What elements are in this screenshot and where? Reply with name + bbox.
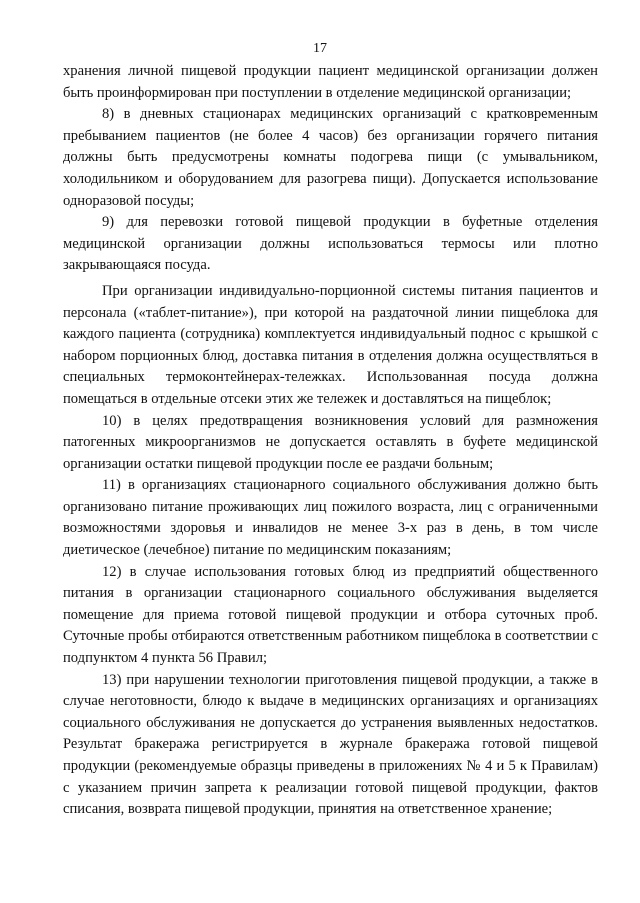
paragraph-tablet-pitanie: При организации индивидуально-порционной системы питания пациентов и персонала («таблет-питание»), при которой на раздаточной линии пищеблока для каждого пациента (сотрудника) комплектуется индивидуальный поднос с крышкой с набором порционных блюд, доставка питания в отделения должна осуществляться в специальных термоконтейнерах-тележках. Использованная посуда должна помещаться в отдельные отсеки этих же тележек и доставляться на пищеблок;	[63, 282, 598, 407]
page-number: 17	[313, 41, 327, 56]
document-body	[63, 61, 598, 821]
paragraph-item-8: 8) в дневных стационарах медицинских организаций с кратковременным пребыванием пациентов (не более 4 часов) без организации горячего питания должны быть предусмотрены комнаты подогрева пищи (с умывальником, холодильником и оборудованием для разогрева пищи). Допускается использование одноразовой посуды;	[63, 106, 598, 209]
paragraph-item-13: 13) при нарушении технологии приготовления пищевой продукции, а также в случае неготовности, блюдо к выдаче в медицинских организациях и организациях социального обслуживания не допускается до устранения выявленных недостатков. Результат бракеража регистрируется в журнале бракеража готовой пищевой продукции (рекомендуемые образцы приведены в приложениях № 4 и 5 к Правилам) с указанием причин запрета к реализации готовой пищевой продукции, фактов списания, возврата пищевой продукции, принятия на ответственное хранение;	[63, 671, 598, 818]
paragraph-item-9: 9) для перевозки готовой пищевой продукции в буфетные отделения медицинской организации должны использоваться термосы или плотно закрывающаяся посуда.	[63, 214, 598, 274]
paragraph-item-10: 10) в целях предотвращения возникновения условий для размножения патогенных микроорганизмов не допускается оставлять в буфете медицинской организации остатки пищевой продукции после ее раздачи больным;	[63, 412, 598, 472]
paragraph-item-11: 11) в организациях стационарного социального обслуживания должно быть организовано питание проживающих лиц пожилого возраста, лиц с ограниченными возможностями здоровья и инвалидов не менее 3-х раз в день, в том числе диетическое (лечебное) питание по медицинским показаниям;	[63, 477, 598, 559]
paragraph-item-12: 12) в случае использования готовых блюд из предприятий общественного питания в организации стационарного социального обслуживания выделяется помещение для приема готовой пищевой продукции и отбора суточных проб. Суточные пробы отбираются ответственным работником пищеблока в соответствии с подпунктом 4 пункта 56 Правил;	[63, 563, 598, 667]
paragraph-continuation: хранения личной пищевой продукции пациент медицинской организации должен быть проинформирован при поступлении в отделение медицинской организации;	[63, 63, 598, 101]
